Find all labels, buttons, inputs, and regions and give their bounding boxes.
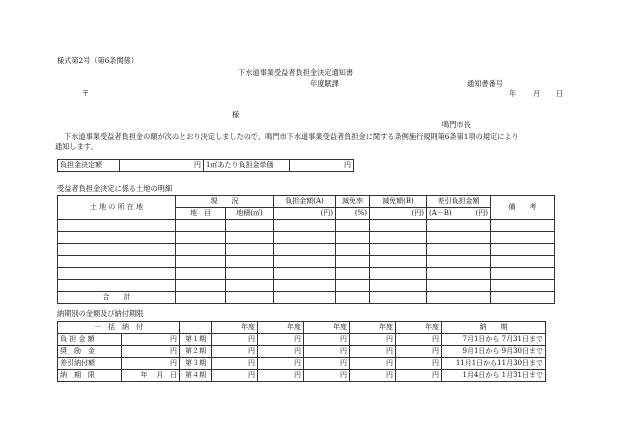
col-reduction-b: 減免額(B) <box>370 196 427 208</box>
amount-cell: 円 <box>122 334 180 346</box>
amount-cell: 円 <box>396 358 442 370</box>
amount-cell: 円 <box>122 358 180 370</box>
deadline-header: 納 期 <box>442 322 546 334</box>
deadline-year: 年 <box>140 371 148 380</box>
form-number: 様式第2号（第6条関係） <box>57 56 139 65</box>
amount-cell: 円 <box>212 358 258 370</box>
unit-price-label: 1㎡あたり負担金単価 <box>204 160 290 172</box>
amount-cell: 円 <box>212 370 258 382</box>
col-status-sub2: 地積(㎡) <box>226 208 274 220</box>
amount-cell: 円 <box>396 334 442 346</box>
amount-cell: 円 <box>350 334 396 346</box>
amount-cell: 円 <box>396 370 442 382</box>
period-label: 第４期 <box>180 370 212 382</box>
date-month: 月 <box>533 89 541 98</box>
amount-cell: 円 <box>258 358 304 370</box>
amount-cell: 円 <box>304 358 350 370</box>
row-label: 負 担 金 額 <box>58 334 122 346</box>
amount-cell: 円 <box>304 346 350 358</box>
deadline-date-cell <box>122 370 180 382</box>
deadline-cell: 1月4日から 1月31日まで <box>442 370 546 382</box>
col-net-unit: (円) <box>475 209 488 218</box>
table-row <box>58 256 555 268</box>
total-row <box>58 292 555 304</box>
col-remarks: 備 考 <box>491 196 555 220</box>
deadline-cell: 11月1日から11月30日まで <box>442 358 546 370</box>
unit-price-value: 円 <box>290 160 354 172</box>
table-row <box>58 334 546 346</box>
table-row <box>58 244 555 256</box>
deadline-day: 日 <box>170 371 177 380</box>
row-label: 差引納付額 <box>58 358 122 370</box>
period-label: 第１期 <box>180 334 212 346</box>
issuer-name: 鳴門市長 <box>442 120 471 129</box>
col-reduction-rate: 減免率 <box>336 196 370 208</box>
table-row <box>58 232 555 244</box>
row-label: 奨 励 金 <box>58 346 122 358</box>
deadline-cell: 9月1日から 9月30日まで <box>442 346 546 358</box>
notice-number-label: 通知書番号 <box>467 79 503 88</box>
decided-amount-label: 負担金決定額 <box>58 160 120 172</box>
postal-mark: 〒 <box>82 89 90 98</box>
table-row <box>58 370 546 382</box>
year-header-5: 年度 <box>396 322 442 334</box>
notice-body-line2: 通知します。 <box>55 142 98 151</box>
amount-cell: 円 <box>258 346 304 358</box>
period-label: 第２期 <box>180 346 212 358</box>
col-amount-a: 負担金額(A) <box>274 196 336 208</box>
date-year: 年 <box>509 89 517 98</box>
year-header-3: 年度 <box>304 322 350 334</box>
table-row <box>58 268 555 280</box>
col-net: 差引負担金額 <box>427 196 491 208</box>
land-table <box>57 195 555 304</box>
year-header-2: 年度 <box>258 322 304 334</box>
total-label: 合 計 <box>58 292 176 304</box>
row-label: 納 期 限 <box>58 370 122 382</box>
land-table-caption: 受益者負担金決定に係る土地の明細 <box>57 184 173 193</box>
addressee-suffix: 様 <box>232 110 240 119</box>
lump-sum-header: 一 括 納 付 <box>58 322 180 334</box>
col-amount-a-unit: (円) <box>274 208 336 220</box>
document-title: 下水道事業受益者負担金決定通知書 <box>238 68 354 77</box>
period-label: 第３期 <box>180 358 212 370</box>
col-reduction-b-unit: (円) <box>370 208 427 220</box>
col-status-sub1: 地 目 <box>176 208 226 220</box>
amount-cell: 円 <box>396 346 442 358</box>
amount-cell: 円 <box>304 334 350 346</box>
col-net-formula: (A－B) <box>429 209 452 218</box>
summary-table <box>57 159 354 172</box>
amount-cell: 円 <box>212 346 258 358</box>
amount-cell: 円 <box>212 334 258 346</box>
decided-amount-value: 円 <box>120 160 204 172</box>
amount-cell: 円 <box>122 346 180 358</box>
deadline-month: 月 <box>156 371 164 380</box>
amount-cell: 円 <box>350 346 396 358</box>
amount-cell: 円 <box>258 334 304 346</box>
date-day: 日 <box>556 89 564 98</box>
amount-cell: 円 <box>304 370 350 382</box>
col-status: 現 況 <box>176 196 274 208</box>
fiscal-year-label: 年度賦課 <box>310 79 339 88</box>
deadline-cell: 7月1日から 7月31日まで <box>442 334 546 346</box>
amount-cell: 円 <box>350 370 396 382</box>
table-row <box>58 280 555 292</box>
amount-cell: 円 <box>350 358 396 370</box>
amount-cell: 円 <box>258 370 304 382</box>
year-header-4: 年度 <box>350 322 396 334</box>
year-header-1: 年度 <box>212 322 258 334</box>
table-row <box>58 346 546 358</box>
payment-table <box>57 321 546 382</box>
table-row <box>58 358 546 370</box>
col-reduction-rate-unit: (%) <box>336 208 370 220</box>
col-net-sub <box>427 208 491 220</box>
payment-table-caption: 納期別の金額及び納付期限 <box>57 309 144 318</box>
notice-body-line1: 下水道事業受益者負担金の額が次のとおり決定しましたので、鳴門市下水道事業受益者負担金に関する条例施行規則第6条第1項の規定により <box>64 132 519 141</box>
table-row <box>58 220 555 232</box>
col-location: 土 地 の 所 在 地 <box>58 196 176 220</box>
